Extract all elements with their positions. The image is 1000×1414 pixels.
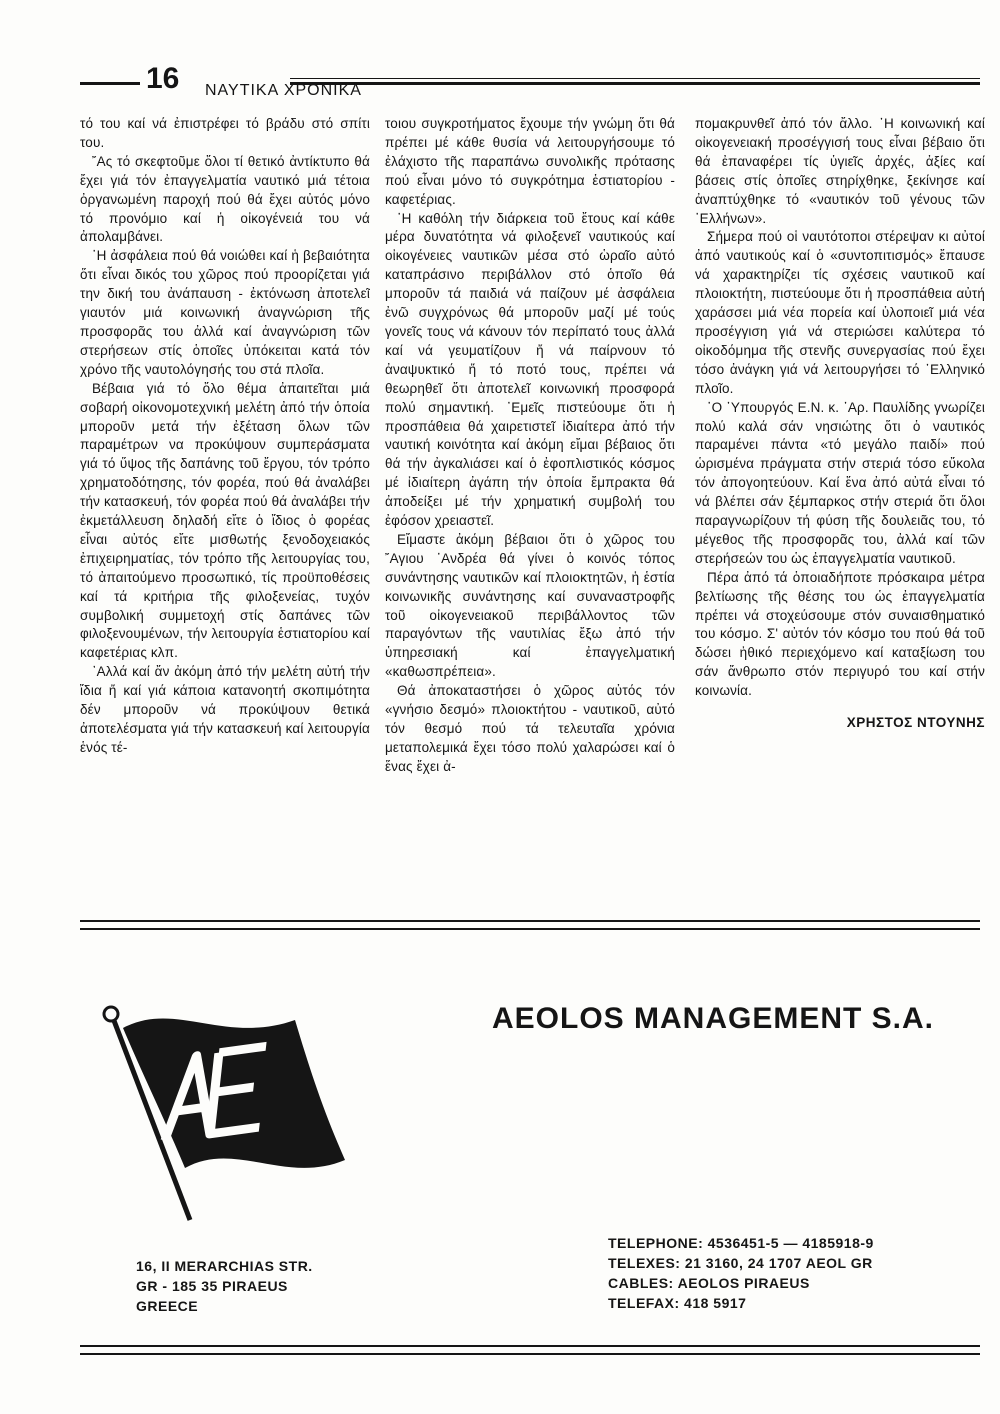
advertisement (80, 940, 980, 1330)
header-rule-thick (290, 82, 980, 85)
contact-line: TELEFAX: 418 5917 (608, 1295, 747, 1311)
contact-line: TELEPHONE: 4536451-5 — 4185918-9 (608, 1235, 874, 1251)
paragraph: Θά ἀποκαταστήσει ὁ χῶρος αὐτός τόν «γνήσιο δεσμό» πλοιοκτήτου - ναυτικοῦ, αὐτό τόν θεσμό πού τά τελευταῖα χρόνια μεταπολεμικά ἔχει τόσο πολύ χαλαρώσει καί ὁ ἕνας ἔχει ἀ- (385, 683, 675, 774)
article-column-3 (695, 115, 985, 885)
contact-line: CABLES: AEOLOS PIRAEUS (608, 1275, 810, 1291)
magazine-title: ΝΑΥΤΙΚΑ ΧΡΟΝΙΚΑ (205, 82, 362, 99)
paragraph: ᾿Αλλά καί ἄν ἀκόμη ἀπό τήν μελέτη αὐτή τήν ἴδια ἤ καί γιά κάποια κατανοητή σκοπιμότητα δέν μποροῦν νά προκύψουν θετικά ἀποτελέσματα γιά τήν κατασκευή καί λειτουργία ἑνός τέ- (80, 664, 370, 755)
company-name: AEOLOS MANAGEMENT S.A. (492, 1002, 935, 1035)
paragraph: τοιου συγκροτήματος ἔχουμε τήν γνώμη ὅτι θά πρέπει μέ κάθε θυσία νά λειτουργήσουμε τό ἐλάχιστο τῆς παραπάνω συνολικῆς πρότασης πού εἶναι μόνο τό συγκρότημα ἑστιατορίου - καφετέριας. (385, 116, 675, 207)
paragraph: ῾Η ἀσφάλεια πού θά νοιώθει καί ἡ βεβαιότητα ὅτι εἶναι δικός του χῶρος πού προορίζεται γιά την δική του ἀνάπαυση - ἐκτόνωση ἀποτελεῖ γιαυτόν μιά κοινωνική ἀναγνώριση τῆς προσφορᾶς του ἀλλά καί ἀναγνώριση τῶν στερήσεων στίς ὁποῖες ὑπόκειται κατά τόν χρόνο τῆς ναυτολόγησής του στά πλοῖα. (80, 248, 370, 377)
section-divider-top (80, 920, 980, 930)
article-body (80, 115, 985, 885)
article-author: ΧΡΗΣΤΟΣ ΝΤΟΥΝΗΣ (846, 715, 985, 731)
paragraph: ῾Η καθόλη τήν διάρκεια τοῦ ἔτους καί κάθε μέρα δυνατότητα νά φιλοξενεῖ ναυτικούς καί οἰκογένειες ναυτικῶν μέσα στό ὡραῖο αὐτό καταπράσινο περιβάλλον στό ὁποῖο θά μποροῦν τά παιδιά νά παίζουν μέ ἀσφάλεια ἐνῶ συγχρόνως θά μποροῦν μαζί μέ τούς γονεῖς τους νά κάνουν τόν περίπατό τους ἀλλά καί νά γευματίζουν ἤ νά παίρνουν τό ἀναψυκτικό ἤ τό ποτό τους, πρέπει νά θεωρηθεῖ ὅτι ἀποτελεῖ κοινωνική προσφορά πολύ σημαντική. ᾿Εμεῖς πιστεύουμε ὅτι ἡ προσπάθεια θά χαιρετιστεῖ ἰδιαίτερα ἀπό τήν ναυτική κοινότητα καί ἀκόμη εἴμαι βέβαιος ὅτι θά τήν ἀγκαλιάσει καί ὁ ἐφοπλιστικός κόσμος μέ ἰδιαίτερη ἀγάπη τήν ὁποία ἔμπρακτα θά ἀποδείξει μέ τήν χρηματική συμβολή του ἐφόσον χρειαστεῖ. (385, 210, 675, 529)
paragraph: τό του καί νά ἐπιστρέφει τό βράδυ στό σπίτι του. (80, 116, 370, 150)
paragraph: ῾Ο ῾Υπουργός Ε.Ν. κ. ᾿Αρ. Παυλίδης γνωρίζει πολύ καλά σάν νησιώτης ὅτι ὁ ναυτικός παραμένει πάντα «τό μεγάλο παιδί» πού ὡρισμένα πράγματα στήν στεριά τόσο εὔκολα τόν ἀπογοητεύουν. Καί ἕνα ἀπό αὐτά εἶναι τό νά βλέπει σάν ξέμπαρκος στήν στεριά ὅτι ὅλοι παραγνωρίζουν τή φύση τῆς δουλειᾶς του, τό μέγεθος τῆς προσφορᾶς του, ἀλλά καί τῶν στερήσεών του ὡς ἐπαγγελματία ναυτικοῦ. (695, 399, 985, 566)
logo-letters: AE (95, 990, 97, 991)
article-column-1 (80, 115, 370, 885)
address-line: GR - 185 35 PIRAEUS (136, 1278, 288, 1294)
company-address (136, 1256, 313, 1316)
header-rule-thin (290, 78, 980, 79)
paragraph: Εἴμαστε ἀκόμη βέβαιοι ὅτι ὁ χῶρος του ῎Αγιου ᾿Ανδρέα θά γίνει ὁ κοινός τόπος συνάντησης ναυτικῶν καί πλοιοκτητῶν, ἡ ἑστία κοινωνικῆς συνάντησης καί συναναστροφῆς τοῦ οἰκογενειακοῦ περιβάλλοντος τῶν παραγόντων τῆς ναυτιλίας ἔξω ἀπό τήν ὑπηρεσιακή καί ἐπαγγελματική «καθωσπρέπεια». (385, 531, 675, 680)
paragraph: Σήμερα πού οἱ ναυτότοποι στέρεψαν κι αὐτοί ἀπό ναυτικούς καί ὁ «συντοπιτισμός» ἔπαυσε νά χαρακτηρίζει τίς σχέσεις ναυτικοῦ καί πλοιοκτήτη, πιστεύουμε ὅτι ἡ προσπάθεια αὐτή χαράσσει μιά νέα πορεία καί ὑλοποιεῖ μιά νέα προσέγγιση γιά νά στεριώσει καλύτερα τό οἰκοδόμημα τῆς στενῆς συνεργασίας πού ἔχει τόσο ἀνάγκη γιά νά λειτουργήσει τό ῾Ελληνικό πλοῖο. (695, 229, 985, 396)
section-divider-bottom (80, 1345, 980, 1355)
paragraph: Πέρα ἀπό τά ὁποιαδήποτε πρόσκαιρα μέτρα βελτίωσης τῆς θέσης του ὡς ἐπαγγελματία πρέπει νά στοχεύσουμε στόν συναισθηματικό του κόσμο. Σ' αὐτόν τόν κόσμο του πού θά τοῦ δώσει ἠθικό περιεχόμενο καί καταξίωση του σάν ἄνθρωπο στόν περιγυρό του καί στήν κοινωνία. (695, 569, 985, 699)
paragraph: ῎Ας τό σκεφτοῦμε ὅλοι τί θετικό ἀντίκτυπο θά ἔχει γιά τόν ἐπαγγελματία ναυτικό μιά τέτοια ὀργανωμένη παροχή πού θά ἔχει αὐτός μόνο τό προνόμιο καί ἡ οἰκογένειά του νά ἀπολαμβάνει. (80, 153, 370, 245)
address-line: GREECE (136, 1298, 199, 1314)
contact-line: TELEXES: 21 3160, 24 1707 AEOL GR (608, 1255, 873, 1271)
header-rule-left (80, 82, 140, 85)
page-number: 16 (146, 62, 180, 95)
paragraph: Βέβαια γιά τό ὅλο θέμα ἀπαιτεῖται μιά σοβαρή οἰκονομοτεχνική μελέτη ἀπό τήν ὁποία μποροῦν μετά τήν ἐξέταση ὅλων τῶν παραμέτρων να προκύψουν συμπεράσματα γιά τό ὕψος τῆς δαπάνης τοῦ ἔργου, τόν τρόπο χρηματοδότησης, τόν φορέα, πού θά ἀναλάβει τήν κατασκευή, τόν φορέα πού θά ἀναλάβει τήν ἐκμετάλλευση δηλαδή εἴτε ὁ ἴδιος ὁ φορέας εἶναι αὐτός εἴτε μισθωτής ξενοδοχειακός ἐπιχειρηματίας, τόν τρόπο τῆς λειτουργίας του, τό ἀπαιτούμενο προσωπικό, τίς προϋποθέσεις καί τά κριτήρια τῆς φιλοξενείας, τυχόν συμβολική συμμετοχή στίς δαπάνες τῶν φιλοξενουμένων, τήν λειτουργία ἑστιατορίου καί καφετέριας κλπ. (80, 380, 370, 661)
address-line: 16, II MERARCHIAS STR. (136, 1258, 313, 1274)
paragraph: πομακρυνθεῖ ἀπό τόν ἄλλο. ῾Η κοινωνική καί οἰκογενειακή προσέγγισή τους εἶναι βέβαιο ὅτι θά ἐπαναφέρει τίς ὑγιεῖς ἀρχές, ἀξίες καί βάσεις στίς ὁποῖες στηρίχθηκε, ξεκίνησε καί ἀναπτύχθηκε τό «ναυτικόν τοῦ γένους τῶν ῾Ελλήνων». (695, 116, 985, 226)
page-header (80, 62, 980, 102)
flag-ae-logo-icon (95, 990, 355, 1230)
article-column-2 (385, 115, 675, 885)
company-contacts (608, 1233, 874, 1313)
